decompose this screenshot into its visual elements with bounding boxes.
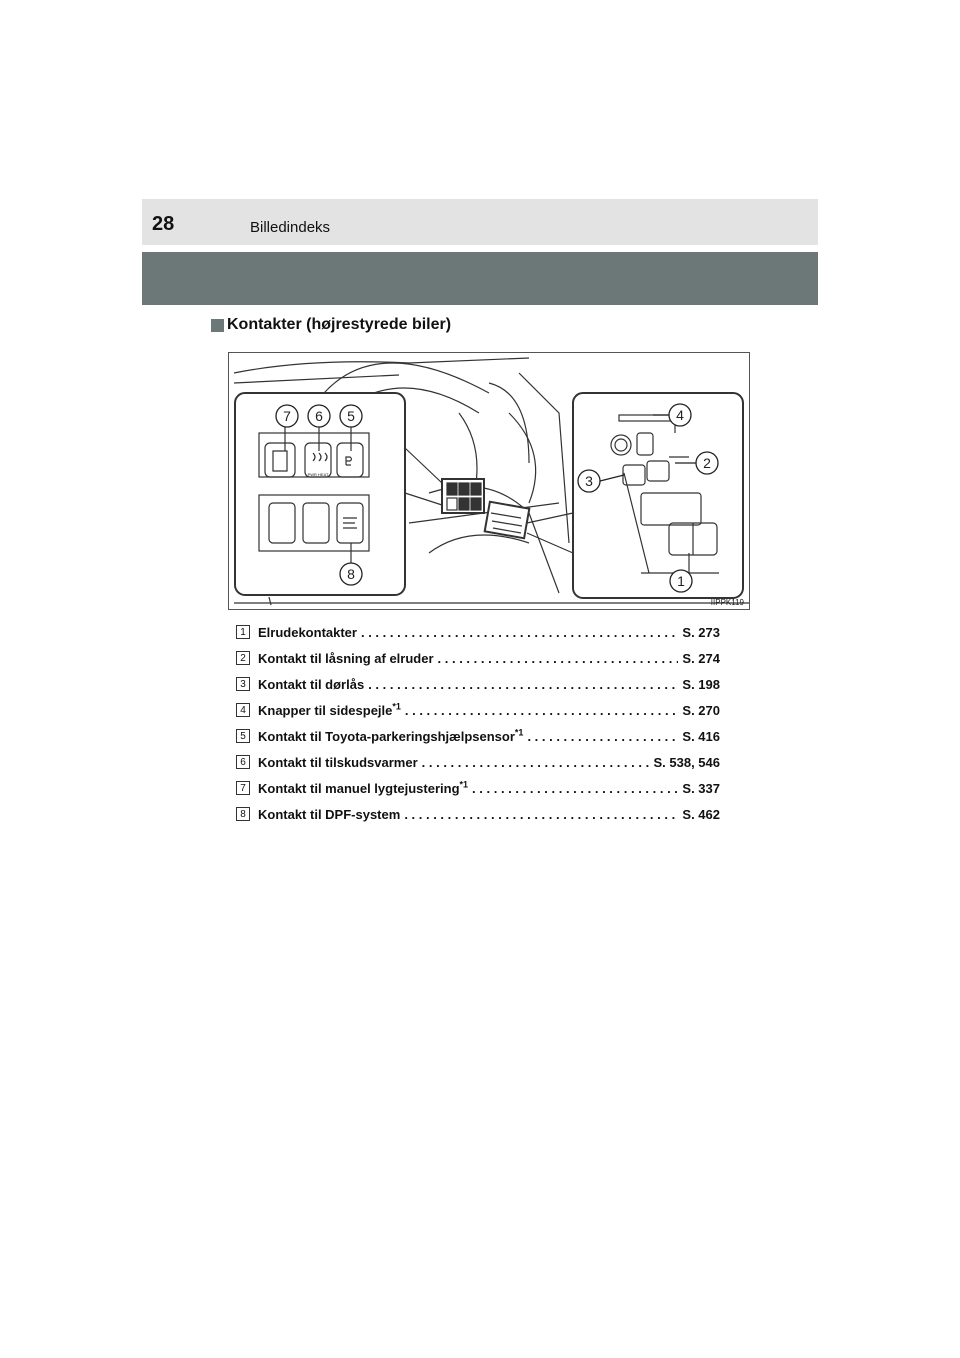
callout-5: 5 [347,408,355,424]
item-number: 4 [236,703,250,717]
item-number: 7 [236,781,250,795]
list-item [236,775,720,801]
item-number: 6 [236,755,250,769]
dot-leader [404,807,678,822]
item-number: 2 [236,651,250,665]
callout-2: 2 [703,455,711,471]
list-item [236,749,720,775]
item-label: Knapper til sidespejle$^{*1}$ [258,701,401,718]
list-item [236,723,720,749]
callout-4: 4 [676,407,684,423]
section-title: Billedindeks [250,219,331,236]
callout-3: 3 [585,473,593,489]
square-bullet-icon [211,319,224,332]
list-item [236,801,720,827]
item-number: 3 [236,677,250,691]
callout-1: 1 [677,573,685,589]
dot-leader [472,781,678,796]
footnote-marker: *1 [514,727,524,738]
page-number: 28 [152,213,175,235]
dot-leader [405,703,679,718]
dashboard-drawing [229,353,750,610]
dot-leader [368,677,678,692]
page-reference-link[interactable]: S. 198 [682,676,720,692]
callout-8: 8 [347,566,355,582]
callout-6: 6 [315,408,323,424]
page-reference-link[interactable]: S. 270 [682,702,720,718]
item-label: Elrudekontakter [258,624,357,640]
subheading [211,316,451,334]
item-label: Kontakt til dørlås [258,676,365,692]
callout-7: 7 [283,408,291,424]
dot-leader [527,729,678,744]
item-label: Kontakt til Toyota-parkeringshjælpsensor$^{*1}$ [258,727,524,744]
list-item [236,671,720,697]
dot-leader [361,625,678,640]
page-reference-link[interactable]: S. 273 [682,624,720,640]
item-list [236,619,720,827]
item-label: Kontakt til manuel lygtejustering$^{*1}$ [258,779,469,796]
subheading-text: Kontakter (højrestyrede biler) [227,316,452,333]
header-band [142,252,818,305]
page-header [142,199,818,245]
item-label: Kontakt til DPF-system [258,806,401,822]
list-item [236,619,720,645]
switches-illustration [228,352,750,610]
page-reference-link[interactable]: S. 462 [682,806,720,822]
list-item [236,697,720,723]
page-reference-link[interactable]: S. 337 [682,780,720,796]
item-number: 1 [236,625,250,639]
pwr-heat-label: PWR HEAT [307,472,329,477]
item-number: 5 [236,729,250,743]
dot-leader [422,755,650,770]
figure-code: IIPPK119 [710,598,744,607]
item-number: 8 [236,807,250,821]
page-reference-link[interactable]: S. 538, 546 [653,754,720,770]
item-label: Kontakt til låsning af elruder [258,650,434,666]
footnote-marker: *1 [392,701,401,712]
page-reference-link[interactable]: S. 416 [682,728,720,744]
list-item [236,645,720,671]
page-reference-link[interactable]: S. 274 [682,650,720,666]
footnote-marker: *1 [459,779,469,790]
dot-leader [438,651,679,666]
item-label: Kontakt til tilskudsvarmer [258,754,418,770]
